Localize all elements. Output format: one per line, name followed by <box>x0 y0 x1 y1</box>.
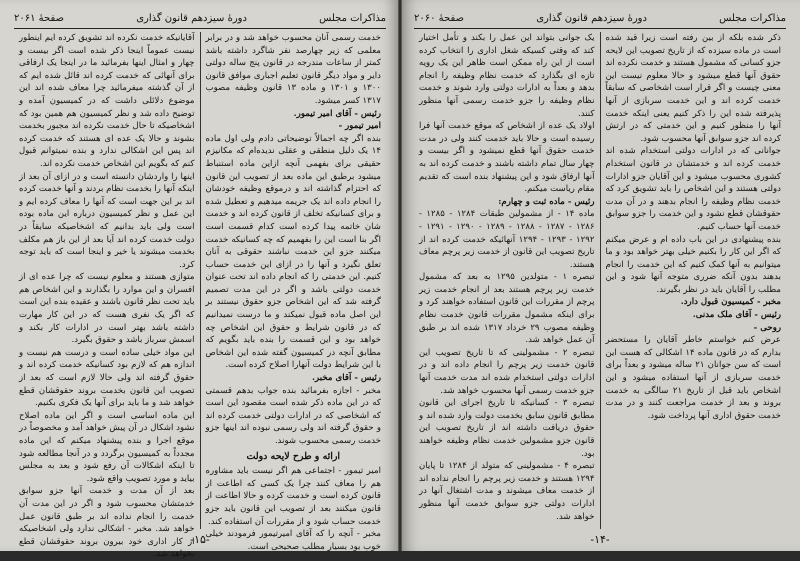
right-page <box>400 0 800 551</box>
text-paragraph: ماده ۱۴ - از مشمولین طبقات ۱۲۸۴ - ۱۲۸۵ - ۱۲۸۶ - ۱۲۸۷ - ۱۲۸۸ - ۱۲۸۹ - ۱۲۹۰ - ۱۲۹۱ - ۱۲۹۲ - ۱۲۹۳ - ۱۲۹۴ آنهائیکه خدمت کرده اند از تاریخ تصویب این قانون از خدمت زیر پرچم معاف هستند. <box>419 209 595 270</box>
right-header-page: صفحهٔ ۲۰۶۰ <box>414 12 465 24</box>
text-paragraph: مخبر - آنچه را که آقای امیرتیمور فرمودند خیلی خوب بود بسیار مطلب صحیحی است. <box>205 529 381 552</box>
text-paragraph: تبصره ۲ - مشمولینی که تا تاریخ تصویب این قانون خدمت زیر پرچم را انجام داده اند و در ادارات دولتی استخدام شده اند مدت خدمت آنها جزو خدمت رسمی آنها محسوب خواهد شد. <box>419 347 595 396</box>
right-page-header <box>414 8 786 29</box>
text-paragraph: این ماده اساسی است و اگر این ماده اصلاح نشود اشکال در آن پیش خواهد آمد و مخصوصاً در موقع اجرا و بنده پیشنهاد میکنم که این ماده مجدداً به کمیسیون برگردد و در آنجا مطالعه شود تا اینکه اشکالات آن رفع شود و بعد به مجلس بیاید و مورد تصویب واقع شود. <box>19 410 195 484</box>
text-paragraph: متوازی هستند و معلوم نیست که چرا عده ای از افسران و این موارد را بگذارند و این اشخاص هم باید تحت نظر قانون باشند و عقیده بنده این است که اگر یک نفری هست که در این کار مهارت داشته باشد بهتر است در ادارات کار بکند و اسمش سرباز باشد و حقوق بگیرد. <box>19 272 195 346</box>
text-paragraph: بنده پیشنهادی در این باب داده ام و عرض میکنم که اگر این کار را بکنیم خیلی بهتر خواهد بود و ما میتوانیم به آنها کمک کنیم که این خدمت را انجام بدهند بدون آنکه ضرری متوجه آنها شود و این مطلب را آقایان باید در نظر بگیرند. <box>605 234 781 295</box>
text-paragraph: ذکر شده بلکه از بین رفته است زیرا قید شده است در ماده سیزده که از تاریخ تصویب این لایحه جزو کسانی که مشمول هستند و خدمت نکرده اند حقوق آنها قطع میشود و حالا معلوم نیست این معنی چیست و اگر قرار است اشخاصی که سابقاً خدمت کرده اند و این خدمت سربازی از آنها پذیرفته شده این را ذکر کنیم یعنی اینکه خدمت آنها را منظور کنیم و این خدمتی که در ارتش کرده اند جزو سوابق آنها محسوب شود. <box>605 33 781 144</box>
book-gutter <box>398 0 402 551</box>
right-page-right-column <box>601 32 787 529</box>
speaker-line: رئیس - آقای امیر تیمور. <box>293 108 381 119</box>
text-paragraph: این مواد خیلی ساده است و درست هم نیست و اندازه هم که لازم بود کسانیکه خدمت کرده اند و حقوق گرفته اند ولی حالا لازم است که بعد از تصویب این قانون بخدمت بروند حقوقشان قطع خواهد شد و ما باید برای آنها یک فکری بکنیم. <box>19 347 195 409</box>
section-heading: ارائه و طرح لایحه دولت <box>246 450 340 462</box>
text-paragraph: تبصره ۳ - کسانیکه تا تاریخ اجرای این قانون مطابق قانون سابق بخدمت دولت وارد شده اند و حقوق دریافت داشته اند از تاریخ تصویب این قانون جزو مشمولین خدمت نظام وظیفه خواهند بود. <box>419 398 595 459</box>
speaker-line: امیر تیمور - <box>338 121 381 132</box>
left-page-number: -۱۵- <box>190 533 210 546</box>
right-header-journal: مذاکرات مجلس <box>719 12 786 24</box>
text-paragraph: جوانانی که در ادارات دولتی استخدام شده اند خدمت کرده اند و خدمتشان در قانون استخدام کشوری محسوب میشود و این آقایان جزو ادارات دولتی هستند و این اشخاص را باید تشویق کرد که خدمت نظام وظیفه را انجام بدهند و در آن مدت حقوقشان قطع نشود و این خدمت را جزو سوابق خدمت آنها حساب کنیم. <box>605 146 781 232</box>
left-header-page: صفحهٔ ۲۰۶۱ <box>14 12 65 24</box>
text-paragraph: مخبر - اجازه بفرمائید بنده جواب بدهم قسمتی که در این ماده ذکر شده است مقصود این است که اشخاصی که در ادارات دولتی خدمت کرده اند و حقوق گرفته اند ولی رسمی نبوده اند اینها جزو خدمت رسمی محسوب شوند. <box>205 385 381 446</box>
right-page-number: -۱۴- <box>590 533 610 546</box>
speaker-line: روحی - <box>753 322 781 333</box>
left-page <box>0 0 400 560</box>
speaker-line: مخبر - کمیسیون قبول دارد. <box>680 297 781 308</box>
right-page-left-column <box>414 32 600 529</box>
text-paragraph: بنده اگر چه اجمالاً توضیحاتی دادم ولی اول ماده ۱۴ یک دلیل منطقی و عقلی ندیده‌ام که مکانیزم حقیقی برای بفهمی آنچه ازاین ماده استنباط میشود برطبق این ماده بعد از تصویب این قانون که احتزام گذاشته اند و درموقع وظیفه خودشان را انجام داده اند یک جریمه میدهیم و تعطیل شده و برای کسانیکه تخلف از قانون کرده اند و خدمت شان خاتمه پیدا کرده است کدام قسمت است اگر بنا است این را بفهمیم که چه کسانیکه خدمت میکنند جزو این خدمت نباشند حقوقی به آنان تعلق نگیرد و آنها را در ازای این خدمت حساب کنیم. این خدمتی را که انجام داده اند تحت عنوان خدمت دولتی باشد و اگر در این مدت تصمیم گرفته شد که این اشخاص جزو حقوق نیستند بر این اصل ماده قبول نمیکند و ما درست نمیدانیم که در قانون شرایط و حقوق این اشخاص چه خواهد بود و این قسمت را بنده باید بگویم که مطابق آنچه در کمیسیون گفته شده این اشخاص با این شرایط دولت آنهارا اصلاح کرده است. <box>205 133 381 371</box>
left-header-journal: مذاکرات مجلس <box>319 12 386 24</box>
left-page-right-column <box>201 32 387 552</box>
left-page-header <box>14 8 386 29</box>
right-page-columns <box>414 32 786 529</box>
text-paragraph: تبصره ۴ - مشمولینی که متولد از ۱۲۸۴ تا پایان ۱۲۹۴ هستند و خدمت زیر پرچم را انجام نداده اند از خدمت معاف میشوند و مدت اشتغال آنها در ادارات دولتی جزو سوابق خدمت آنها منظور خواهد شد. <box>419 461 595 522</box>
text-paragraph: خدمت رسمی آنان محسوب خواهد شد و در برابر معلمی که زیر چهارصد نفر شاگرد داشته باشد کمتر از ساعات مندرجه در قانون پنج ساله دولتی دایر و مواد دیگر قانون تعلیم اجباری موافق قانون ۱۳۰۰ و ۱۳۰۱ و ماده ۱۳ قانون وظیفه مصوب ۱۳۱۷ کسر میشود. <box>205 33 381 106</box>
text-paragraph: بعد از آن مدت و خدمت آنها جزو سوابق خدمتشان محسوب شود و اگر در این مدت آن خدمت را انجام نداده اند بر طبق قانون عمل خواهد شد. مخبر - اشکالی ندارد ولی اشخاصیکه از کار اداری خود بیرون بروند حقوقشان قطع نخواهد شد. <box>19 486 195 560</box>
text-paragraph: عرض کنم خواستم خاطر آقایان را مستحضر بدارم که در قانون ماده ۱۴ اشکالی که هست این است که سن جوانان ۲۱ ساله میشود و بعداً برای خدمت سربازی از آنها استفاده میشود و این اشخاص باید قبل از تاریخ ۲۱ سالگی به خدمت بروند و بعد از خدمت مراجعت کنند و در مدت خدمت حقوق اداری آنها پرداخت شود. <box>605 335 782 421</box>
left-header-session: دورهٔ سیزدهم قانون گذاری <box>136 12 247 24</box>
right-header-session: دورهٔ سیزدهم قانون گذاری <box>536 12 647 24</box>
speaker-line: رئیس - ماده ثبت و چهارم: <box>498 196 595 207</box>
text-paragraph: امیر تیمور - اجتماعی هم اگر نیست باید مشاوره هم را معاف کنند چرا یک کسی که اطاعت از قانون کرده است و خدمت کرده و حالا اطاعت از قانون میکنند بعد از تصویب این قانون باید جزو خدمت حساب شود و از مقررات آن استفاده کند. <box>205 466 381 527</box>
text-paragraph: تبصره ۱ - متولدین ۱۲۹۵ به بعد که مشمول خدمت زیر پرچم هستند بعد از انجام خدمت زیر پرچم از مقررات این قانون استفاده خواهند کرد و برای اینکه مشمول مقررات قانون خدمت نظام وظیفه مصوب ۲۹ خرداد ۱۳۱۷ شده اند بر طبق آن عمل خواهد شد. <box>419 272 595 346</box>
speaker-line: رئیس - آقای مخبر. <box>312 373 381 384</box>
speaker-line: رئیس - آقای ملک مدنی. <box>692 310 781 321</box>
text-paragraph: یک جوانی بتواند این عمل را بکند و تأمل اختیار کند که وقتی کسیکه شغل اداری را انتخاب کرده است از این راه ممکن است ظاهر این یک رویه تازه ای بگذارد که خدمت نظام وظیفه را انجام بدهد و بعداً به ادارات دولتی وارد شوند و خدمت نظام وظیفه را جزو خدمت رسمی آنها منظور کنند. <box>419 33 595 119</box>
text-paragraph: آقایانیکه خدمت نکرده اند تشویق کرده ایم اینطور نیست عموماً اینجا ذکر شده است اگر بیست و چهار و امثال اینها بفرمائید ما در اینجا یک ارفاقی برای آنهائی که خدمت کرده اند قائل شده ایم که از آن گذشته میفرمائید چرا معاف شده اند این موضوع دلائلی داشت که در کمیسیون آمده و توضیح داده شد و نظر کمیسیون هم همین بود که اشخاصیکه تا حال خدمت نکرده اند مجبور بخدمت بشوند و حالا یک عده ای هستند که خدمت کرده اند پس این اشکالی ندارد و بنده نمیتوانم قبول کنم که بگویم این اشخاص خدمت نکرده اند. <box>19 33 195 169</box>
text-paragraph: اینها را واردشان دانسته است و در ازای آن بعد از اینکه آنها را بخدمت نظام بردند و آنها خدمت کرده اند بر این جهت است که آنها را معاف کرده ایم و این عمل و نظر کمیسیون درباره این ماده بوده است ولی باید بدانیم که اشخاصیکه سابقاً در دولت خدمت کرده اند آیا بعد از این باز هم مکلف بخدمت میشوند یا خیر و اینجا است که باید توجه کرد. <box>19 171 195 270</box>
text-paragraph: اولاد یک عده از اشخاص که موقع خدمت آنها فرا رسیده است و حالا باید خدمت کنند ولی در مدت خدمت حقوق آنها قطع نمیشود و اگر بیست و چهار سال تمام داشته باشند و خدمت کرده اند به آنها ارفاق شود و این پیشنهاد بنده است که تقدیم مقام ریاست میکنم. <box>419 121 595 195</box>
